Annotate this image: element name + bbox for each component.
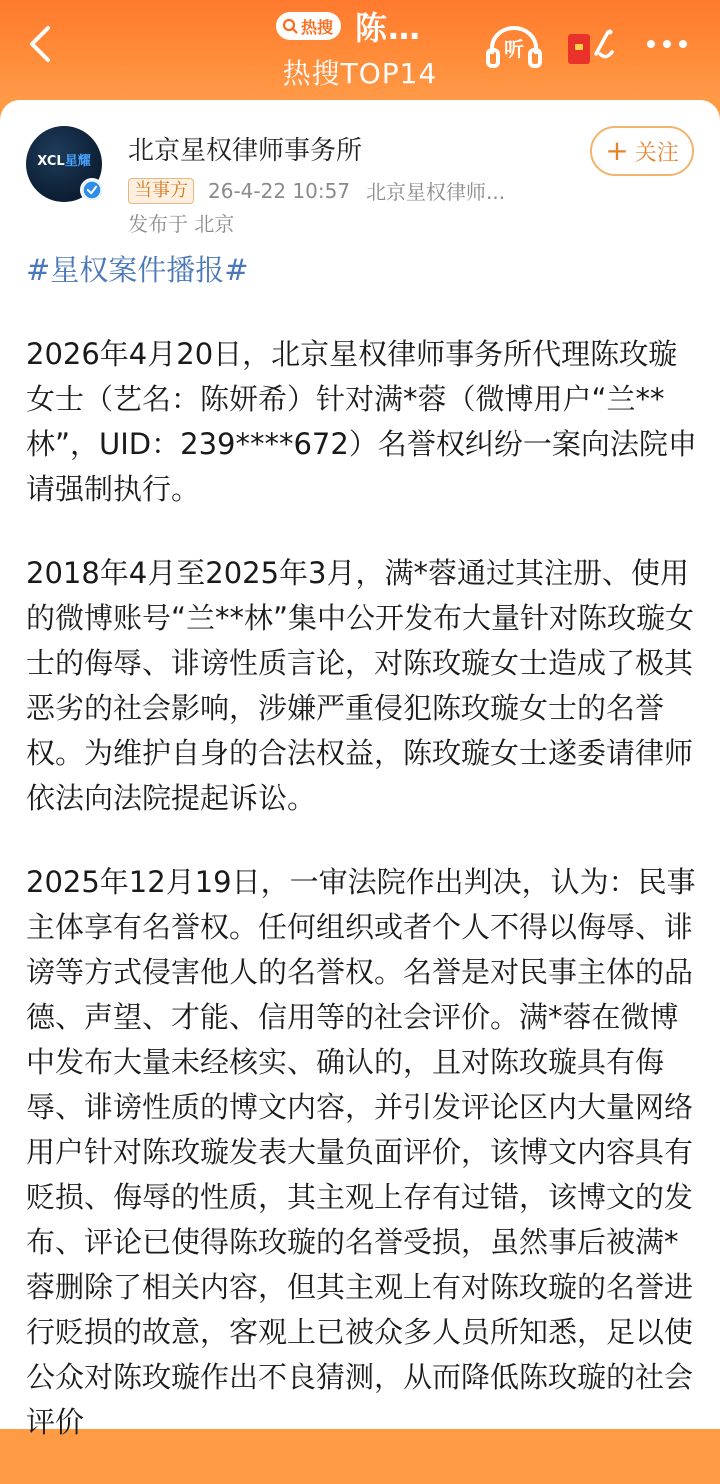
- post-timestamp: 26-4-22 10:57: [208, 178, 351, 203]
- post-paragraph-2: 2018年4月至2025年3月，满*蓉通过其注册、使用的微博账号“兰**林”集中公开发布大量针对陈玫璇女士的侮辱、诽谤性质言论，对陈玫璇女士造成了极其恶劣的社会影响，涉嫌严重侵犯陈玫璇女士的名誉权。为维护自身的合法权益，陈玫璇女士遂委请律师依法向法院提起诉讼。: [26, 556, 695, 815]
- post-meta: [128, 176, 505, 205]
- hot-rank-subtitle: 热搜TOP14: [282, 57, 438, 90]
- post-location: 发布于 北京: [128, 212, 235, 236]
- hot-search-label: 热搜: [301, 17, 334, 37]
- post-paragraph-3: 2025年12月19日，一审法院作出判决，认为：民事主体享有名誉权。任何组织或者个人不得以侮辱、诽谤等方式侵害他人的名誉权。名誉是对民事主体的品德、声望、才能、信用等的社会评价。满*蓉在微博中发布大量未经核实、确认的，且对陈玫璇具有侮辱、诽谤性质的博文内容，并引发评论区内大量网络用户针对陈玫璇发表大量负面评价，该博文内容具有贬损、侮辱的性质，其主观上存有过错，该博文的发布、评论已使得陈玫璇的名誉受损，虽然事后被满*蓉删除了相关内容，但其主观上有对陈玫璇的名誉进行贬损的故意，客观上已被众多人员所知悉，足以使公众对陈玫璇作出不良猜测，从而降低陈玫璇的社会评价: [26, 865, 696, 1439]
- post-card: [0, 100, 720, 1439]
- plus-icon: +: [605, 134, 629, 167]
- avatar-logo: XCL星耀: [37, 154, 91, 169]
- follow-label: 关注: [634, 140, 679, 166]
- topic-hashtag-link[interactable]: #星权案件播报#: [26, 253, 249, 287]
- listen-label: 听: [504, 37, 524, 61]
- follow-button[interactable]: [590, 126, 694, 176]
- listen-headphone-icon[interactable]: [484, 24, 544, 70]
- verified-badge-icon: [80, 178, 104, 202]
- top-header: [0, 0, 720, 100]
- post-body: [26, 248, 698, 1484]
- page-title: 陈…: [355, 9, 422, 47]
- more-options-icon[interactable]: [642, 24, 692, 70]
- search-icon: [282, 18, 298, 34]
- red-envelope-icon[interactable]: [566, 24, 616, 70]
- post-paragraph-1: 2026年4月20日，北京星权律师事务所代理陈玫璇女士（艺名：陈妍希）针对满*蓉（微博用户“兰**林”，UID：239****672）名誉权纠纷一案向法院申请强制执行。: [26, 337, 697, 506]
- title-row: [276, 4, 421, 48]
- hot-search-pill[interactable]: [276, 12, 341, 40]
- post-source: 北京星权律师...: [366, 180, 506, 204]
- author-name[interactable]: 北京星权律师事务所: [128, 136, 363, 166]
- party-badge: 当事方: [128, 178, 194, 204]
